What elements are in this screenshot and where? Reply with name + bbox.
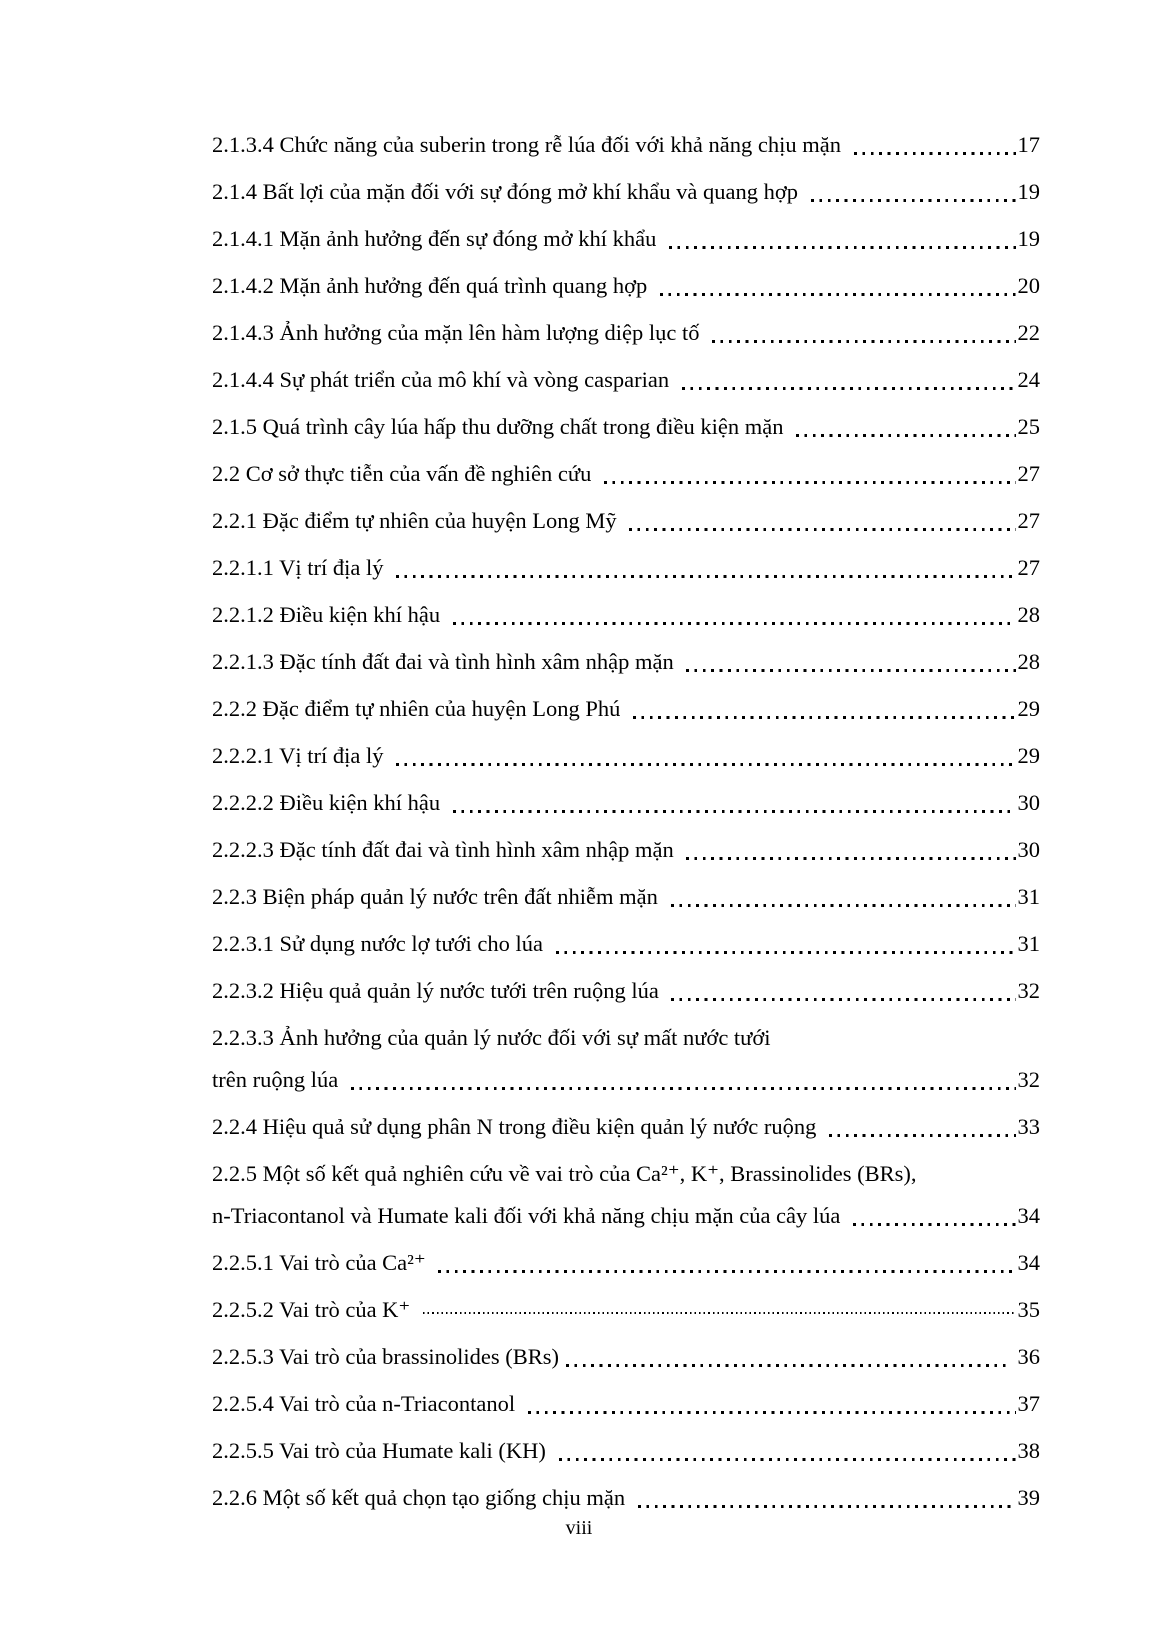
toc-entry-page: 36 [1011,1344,1040,1369]
toc-entry[interactable] [212,880,1040,914]
toc-entry[interactable] [212,1340,1040,1374]
toc-entry[interactable] [212,316,1040,350]
toc-entry[interactable] [212,1481,1040,1515]
toc-entry-label: 2.2.2.2 Điều kiện khí hậu [212,790,446,815]
toc-entry-label: 2.2.3.3 Ảnh hưởng của quản lý nước đối với sự mất nước tưới [212,1025,771,1050]
dot-leader [604,481,1016,484]
dot-leader [453,622,1016,625]
dot-leader [396,575,1015,578]
toc-entry-page: 33 [1017,1114,1040,1139]
toc-entry[interactable] [212,739,1040,773]
toc-entry-page: 31 [1017,884,1040,909]
dot-leader [682,387,1016,390]
dot-leader [633,716,1016,719]
toc-entry[interactable] [212,1246,1040,1280]
toc-entry[interactable] [212,1434,1040,1468]
dot-leader [638,1505,1016,1508]
toc-entry[interactable] [212,128,1040,162]
toc-entry-page: 20 [1017,273,1040,298]
toc-entry-label: 2.1.4.4 Sự phát triển của mô khí và vòng casparian [212,367,675,392]
dot-leader [351,1087,1016,1090]
toc-entry[interactable] [212,175,1040,209]
toc-entry-label: 2.2.1.3 Đặc tính đất đai và tình hình xâm nhập mặn [212,649,680,674]
toc-entry-label: 2.2.1 Đặc điểm tự nhiên của huyện Long Mỹ [212,508,623,533]
toc-entry-label: 2.1.4.2 Mặn ảnh hưởng đến quá trình quang hợp [212,273,653,298]
toc-entry[interactable] [212,222,1040,256]
toc-entry-page: 22 [1017,320,1040,345]
toc-entry-label: 2.2.5.3 Vai trò của brassinolides (BRs) [212,1344,560,1369]
dot-leader [559,1458,1016,1461]
dot-leader [829,1134,1016,1137]
toc-entry-label: 2.2.2.1 Vị trí địa lý [212,743,390,768]
toc-entry[interactable] [212,269,1040,303]
toc-entry[interactable] [212,833,1040,867]
toc-entry-page: 25 [1017,414,1040,439]
toc-entry-label: 2.2.6 Một số kết quả chọn tạo giống chịu mặn [212,1485,631,1510]
toc-entry-page: 19 [1017,179,1040,204]
toc-entry[interactable] [212,692,1040,726]
toc-entry[interactable] [212,457,1040,491]
dot-leader [528,1411,1016,1414]
toc-entry[interactable] [212,363,1040,397]
toc-entry-page: 30 [1017,790,1040,815]
toc-entry-label: 2.1.4 Bất lợi của mặn đối với sự đóng mở khí khẩu và quang hợp [212,179,804,204]
toc-entry[interactable] [212,974,1040,1008]
toc-entry-label: 2.2.5.2 Vai trò của K⁺ [212,1297,416,1322]
toc-entry-label: 2.2.4 Hiệu quả sử dụng phân N trong điều kiện quản lý nước ruộng [212,1114,822,1139]
dot-leader [660,293,1016,296]
toc-entry-label: 2.1.3.4 Chức năng của suberin trong rễ lúa đối với khả năng chịu mặn [212,132,847,157]
dot-leader [712,340,1015,343]
dot-leader [796,434,1015,437]
toc-entry-page: 37 [1017,1391,1040,1416]
toc-entry-page: 30 [1017,837,1040,862]
toc-entry-page: 31 [1017,931,1040,956]
dot-leader [629,528,1015,531]
dot-leader [854,152,1016,155]
toc-entry-page: 24 [1017,367,1040,392]
toc-entry-page: 27 [1017,555,1040,580]
toc-entry-label: 2.1.5 Quá trình cây lúa hấp thu dưỡng chất trong điều kiện mặn [212,414,790,439]
toc-entry[interactable] [212,598,1040,632]
toc-entry-page: 27 [1017,461,1040,486]
toc-entry-page: 29 [1017,743,1040,768]
dot-leader [396,763,1015,766]
dot-leader [811,199,1016,202]
toc-entry-label: 2.2.1.2 Điều kiện khí hậu [212,602,446,627]
toc-entry-label: 2.2 Cơ sở thực tiễn của vấn đề nghiên cứu [212,461,597,486]
toc-entry[interactable] [212,551,1040,585]
toc-entry[interactable] [212,410,1040,444]
dot-leader [686,669,1015,672]
toc-entry[interactable] [212,645,1040,679]
dot-leader [423,1312,1016,1314]
toc-entry-label: 2.2.3.1 Sử dụng nước lợ tưới cho lúa [212,931,549,956]
toc-entry[interactable] [212,1110,1040,1144]
toc-entry-label-continued: trên ruộng lúa [212,1067,344,1092]
toc-entry-page: 34 [1017,1203,1040,1228]
toc-entry-page: 39 [1017,1485,1040,1510]
toc-entry-page: 34 [1017,1250,1040,1275]
toc-entry[interactable] [212,1387,1040,1421]
toc-entry-page: 19 [1017,226,1040,251]
toc-entry-label: 2.2.5.5 Vai trò của Humate kali (KH) [212,1438,552,1463]
toc-entry[interactable] [212,1293,1040,1327]
toc-entry[interactable] [212,786,1040,820]
dot-leader [671,998,1015,1001]
dot-leader [669,246,1015,249]
toc-entry-label: 2.2.3.2 Hiệu quả quản lý nước tưới trên ruộng lúa [212,978,665,1003]
toc-entry-page: 38 [1017,1438,1040,1463]
dot-leader [686,857,1015,860]
toc-entry-label: 2.2.3 Biện pháp quản lý nước trên đất nhiễm mặn [212,884,664,909]
toc-entry-label: 2.2.1.1 Vị trí địa lý [212,555,390,580]
toc-entry-label-continued: n-Triacontanol và Humate kali đối với khả năng chịu mặn của cây lúa [212,1203,847,1228]
toc-entry-label: 2.2.5 Một số kết quả nghiên cứu về vai trò của Ca²⁺, K⁺, Brassinolides (BRs), [212,1161,917,1186]
toc-entry-page: 17 [1017,132,1040,157]
toc-entry-page: 32 [1017,978,1040,1003]
toc-entry[interactable] [212,1157,1040,1233]
toc-entry-page: 28 [1017,602,1040,627]
dot-leader [453,810,1016,813]
toc-entry-label: 2.2.5.4 Vai trò của n-Triacontanol [212,1391,521,1416]
toc-entry-label: 2.2.5.1 Vai trò của Ca²⁺ [212,1250,432,1275]
dot-leader [853,1223,1015,1226]
toc-entry-label: 2.1.4.3 Ảnh hưởng của mặn lên hàm lượng diệp lục tố [212,320,706,345]
toc-entry[interactable] [212,504,1040,538]
toc-entry-label: 2.2.2.3 Đặc tính đất đai và tình hình xâm nhập mặn [212,837,680,862]
toc-entry-label: 2.2.2 Đặc điểm tự nhiên của huyện Long Phú [212,696,626,721]
toc-entry-page: 27 [1017,508,1040,533]
dot-leader [566,1364,1010,1367]
dot-leader [671,904,1016,907]
toc-entry-page: 29 [1017,696,1040,721]
toc-entry-page: 35 [1017,1297,1040,1322]
toc-list [212,128,1040,1515]
toc-entry-label: 2.1.4.1 Mặn ảnh hưởng đến sự đóng mở khí khẩu [212,226,663,251]
dot-leader [438,1270,1015,1273]
toc-entry[interactable] [212,1021,1040,1097]
dot-leader [556,951,1016,954]
toc-entry[interactable] [212,927,1040,961]
toc-entry-page: 28 [1017,649,1040,674]
page-number-footer: viii [565,1517,593,1539]
toc-entry-page: 32 [1017,1067,1040,1092]
